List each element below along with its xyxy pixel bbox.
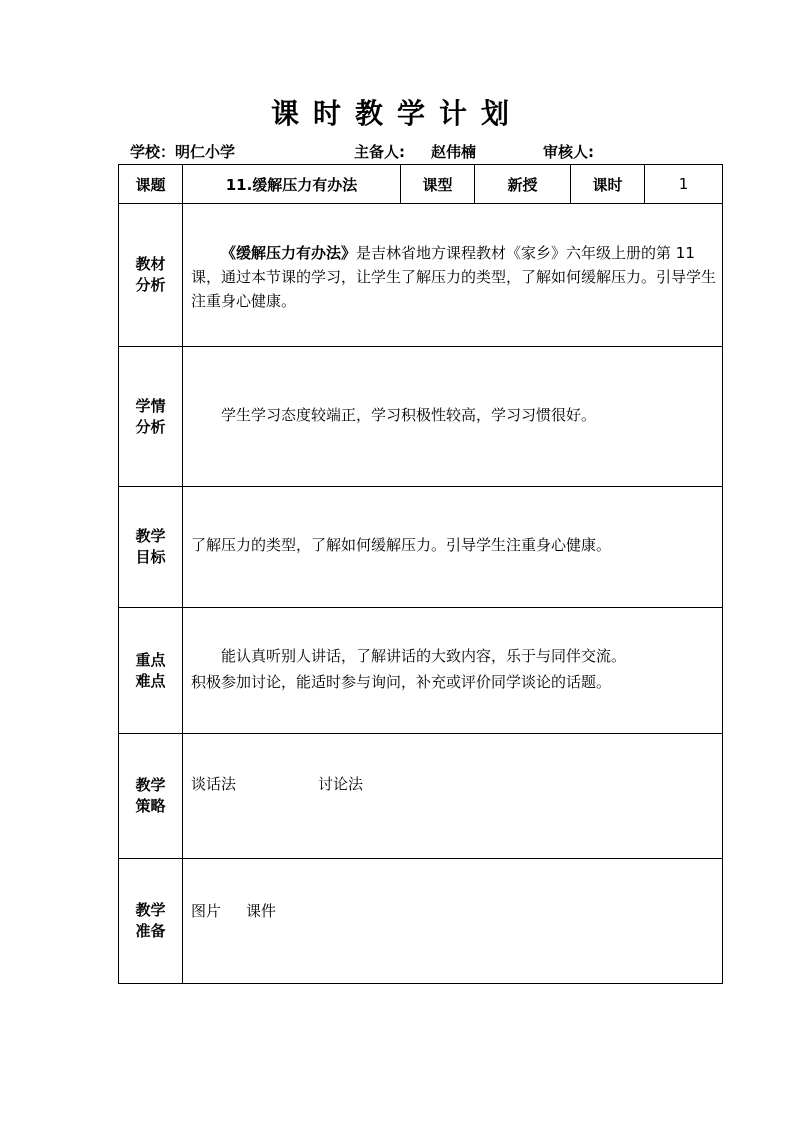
key-points-label (119, 608, 183, 734)
goals-label-line2: 目标 (135, 548, 166, 566)
preparer-label: 主备人: (354, 143, 405, 161)
student-analysis-label (119, 347, 183, 487)
school-label: 学校： (130, 143, 176, 161)
key-points-line1: 能认真听别人讲话，了解讲话的大致内容，乐于与同伴交流。 (221, 647, 627, 665)
topic-value: 11.缓解压力有办法 (183, 165, 401, 204)
textbook-label-line1: 教材 (135, 255, 166, 273)
type-label: 课型 (401, 165, 475, 204)
strategy-items (191, 734, 716, 796)
lesson-info-row (119, 165, 723, 204)
topic-label: 课题 (119, 165, 183, 204)
textbook-analysis-body: 是吉林省地方课程教材《家乡》六年级上册的第 11 课，通过本节课的学习，让学生了解压力的类型，了解如何缓解压力。引导学生注重身心健康。 (191, 244, 717, 310)
prep-item-pictures: 图片 (191, 902, 222, 920)
teaching-strategy-label (119, 734, 183, 859)
textbook-analysis-content (183, 204, 723, 347)
textbook-analysis-row (119, 204, 723, 347)
teaching-goals-row (119, 487, 723, 608)
textbook-analysis-label (119, 204, 183, 347)
prep-label-line1: 教学 (135, 901, 166, 919)
preparer-name: 赵伟楠 (431, 143, 477, 161)
prep-label-line2: 准备 (135, 922, 166, 940)
key-label-line1: 重点 (135, 650, 166, 669)
student-analysis-content (183, 347, 723, 487)
type-value: 新授 (475, 165, 571, 204)
key-points-row (119, 608, 723, 734)
teaching-goals-content (183, 487, 723, 608)
strategy-item-discussion: 讨论法 (318, 775, 364, 793)
hours-label: 课时 (571, 165, 645, 204)
lesson-plan-table (118, 164, 723, 984)
teaching-goals-label (119, 487, 183, 608)
teaching-strategy-row (119, 734, 723, 859)
teaching-preparation-content (183, 859, 723, 984)
key-points-content (183, 608, 723, 734)
student-analysis-text: 学生学习态度较端正，学习积极性较高，学习习惯很好。 (221, 405, 597, 424)
textbook-analysis-text (191, 204, 716, 313)
textbook-label-line2: 分析 (135, 276, 166, 294)
strategy-label-line1: 教学 (135, 776, 166, 794)
school-name: 明仁小学 (175, 143, 236, 161)
strategy-label-line2: 策略 (135, 797, 166, 815)
student-analysis-row (119, 347, 723, 487)
teaching-goals-text: 了解压力的类型，了解如何缓解压力。引导学生注重身心健康。 (191, 536, 612, 554)
goals-label-line1: 教学 (135, 527, 166, 545)
page-title: 课时教学计划 (270, 97, 523, 130)
school-info (130, 141, 235, 162)
key-label-line2: 难点 (135, 671, 166, 690)
reviewer-label: 审核人: (543, 143, 594, 161)
teaching-preparation-label (119, 859, 183, 984)
teaching-preparation-row (119, 859, 723, 984)
textbook-book-title: 《缓解压力有办法》 (221, 244, 357, 262)
strategy-item-talk: 谈话法 (191, 775, 237, 793)
teaching-strategy-content (183, 734, 723, 859)
students-label-line1: 学情 (135, 396, 166, 415)
hours-value: 1 (645, 165, 723, 204)
prep-item-courseware: 课件 (246, 902, 277, 920)
preparation-items (191, 859, 716, 923)
students-label-line2: 分析 (135, 417, 166, 436)
key-points-line2: 积极参加讨论，能适时参与询问，补充或评价同学谈论的话题。 (191, 673, 612, 691)
